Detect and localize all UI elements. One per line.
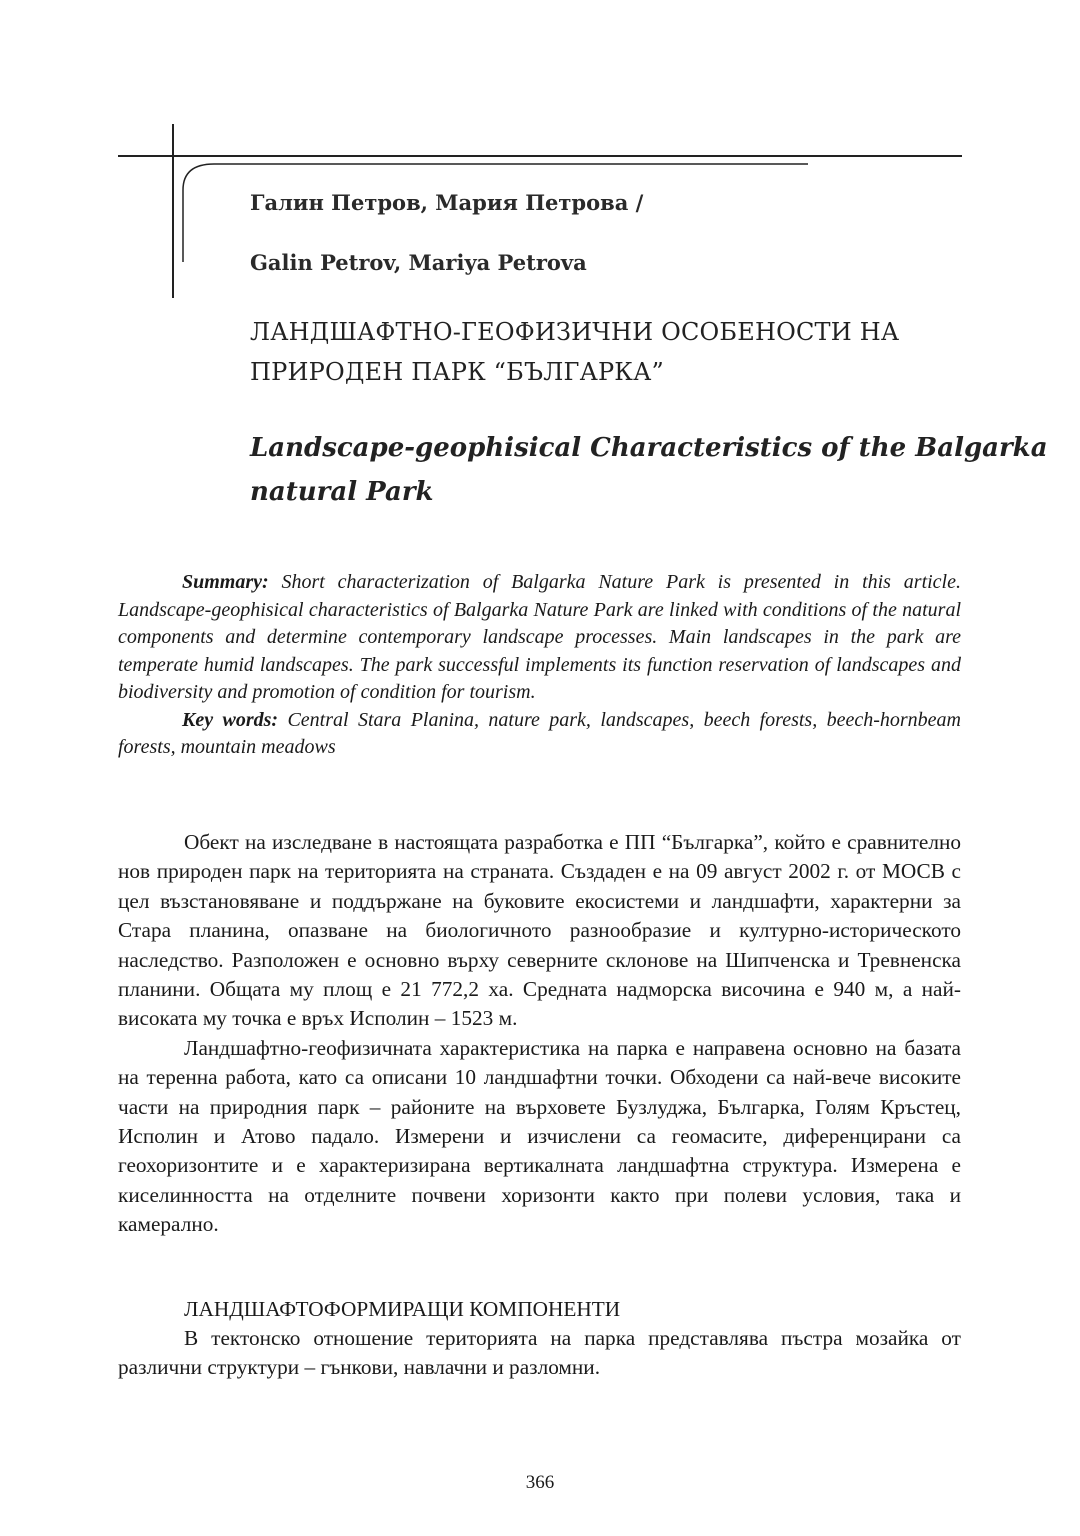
title-bulgarian [250, 312, 970, 392]
title-bg-line-2: ПРИРОДЕН ПАРК “БЪЛГАРКА” [250, 358, 664, 386]
body-paragraph-3: В тектонско отношение територията на парка представлява пъстра мозайка от различни структури – гънкови, навлачни и разломни. [118, 1326, 961, 1380]
authors-bg: Галин Петров, Мария Петрова / [250, 190, 644, 215]
authors-block [250, 188, 643, 308]
section-heading: ЛАНДШАФТОФОРМИРАЩИ КОМПОНЕНТИ [184, 1297, 621, 1321]
title-bg-line-1: ЛАНДШАФТНО-ГЕОФИЗИЧНИ ОСОБЕНОСТИ НА [250, 318, 900, 346]
keywords-text: Central Stara Planina, nature park, landscapes, beech forests, beech-hornbeam forests, mountain meadows [118, 708, 961, 758]
body-paragraph-1: Обект на изследване в настоящата разработка е ПП “Българка”, който е сравнително нов природен парк на територията на страната. Създаден е на 09 август 2002 г. от МОСВ с цел възстановяване и поддържане на буковите екосистеми и ландшафти, характерни за Стара планина, опазване на биологичното разнообразие и културно-историческото наследство. Разположен е основно върху северните склонове на Шипченска и Тревненска планини. Общата му площ е 21 772,2 ха. Средната надморска височина е 940 м, а най-високата му точка е връх Исполин – 1523 м. [118, 830, 961, 1031]
page-number: 366 [525, 1472, 555, 1493]
title-en-line-1: Landscape-geophisical Characteristics of the Balgarka [250, 433, 1048, 463]
summary-text: Short characterization of Balgarka Nature Park is presented in this article. Landscape-geophisical characteristics of Balgarka Nature Park are linked with conditions of the natural components and determine contemporary landscape processes. Main landscapes in the park are temperate humid landscapes. The park successful implements its function reservation of landscapes and biodiversity and promotion of condition for tourism. [118, 571, 961, 703]
body-text-section [118, 1324, 961, 1383]
keywords-paragraph [118, 707, 961, 762]
title-en-line-2: natural Park [250, 477, 434, 507]
authors-en: Galin Petrov, Mariya Petrova [250, 250, 587, 275]
keywords-label: Key words: [182, 708, 279, 731]
body-text [118, 828, 961, 1240]
summary-label: Summary: [182, 571, 269, 593]
body-paragraph-2: Ландшафтно-геофизичната характеристика на парка е направена основно на базата на теренна работа, като са описани 10 ландшафтни точки. Обходени са най-вече високите части на природния парк – районите на върховете Бузлуджа, Българка, Голям Кръстец, Исполин и Атово падало. Измерени и изчислени са геомасите, диференцирани са геохоризонтите и е характеризирана вертикалната ландшафтна структура. Измерена е киселинността на отделните почвени хоризонти както при полеви условия, така и камерално. [118, 1035, 961, 1237]
abstract [118, 569, 961, 762]
title-english [250, 426, 1048, 514]
summary-paragraph [118, 569, 961, 707]
